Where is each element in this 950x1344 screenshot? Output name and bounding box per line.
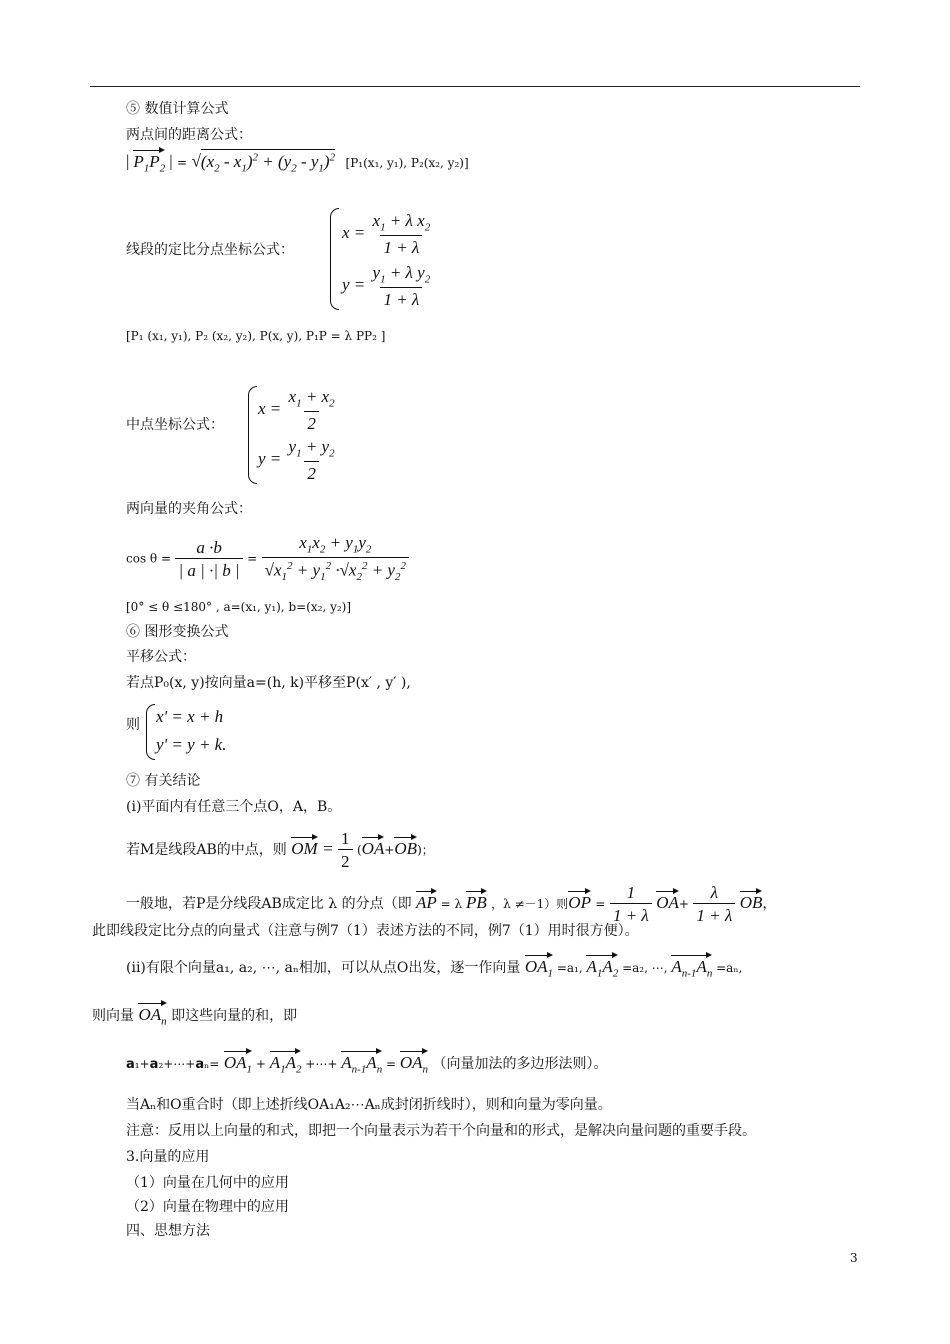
distance-formula-title: 两点间的距离公式： — [126, 127, 252, 143]
midpoint-formula-title: 中点坐标公式： — [126, 417, 224, 433]
section-3-item-2: （2）向量在物理中的应用 — [126, 1199, 289, 1215]
section-3-item-1: （1）向量在几何中的应用 — [126, 1175, 289, 1191]
translation-then: 则 — [126, 717, 140, 733]
conclusion-2-sum-text: 即这些向量的和，即 — [171, 1008, 298, 1024]
conclusion-2: (ii)有限个向量a₁, a₂, ⋯, aₙ相加，可以从点O出发，逐一作向量 $OA_1 =a_1$, $A_1A_2 =a_2$, ⋯, $A_{n-1}A_n =a_n$, — [126, 958, 742, 979]
conclusion-1-general-text: 一般地，若P是分线段AB成定比 λ 的分点（即 — [126, 896, 412, 912]
translation-y: y' = y + k. — [156, 735, 227, 754]
section-5-heading: ⑤ 数值计算公式 — [126, 101, 229, 117]
division-formula-title: 线段的定比分点坐标公式： — [126, 242, 294, 258]
conclusion-2-text: (ii)有限个向量a₁, a₂, ⋯, aₙ相加，可以从点O出发，逐一作向量 — [126, 960, 521, 976]
translation-text: 若点P₀(x, y)按向量a=(h, k)平移至P(x′ , y′ ), — [126, 675, 411, 691]
page-number: 3 — [850, 1251, 858, 1265]
section-3-heading: 3.向量的应用 — [126, 1149, 210, 1165]
polygon-rule: a₁+a₂+⋯+aₙ= $OA_1$ + $A_1A_2$ +⋯+ $A_{n-1}A_n$ = $OA_n$ （向量加法的多边形法则）。 — [126, 1054, 608, 1075]
translation-title: 平移公式： — [126, 649, 196, 665]
midpoint-y-formula: y = $\frac{y_1 + y_2}{2}$ — [258, 437, 335, 484]
midpoint-brace — [248, 386, 257, 484]
conclusion-2-then: 则向量 $OA_n$ 即这些向量的和，即 — [92, 1006, 297, 1027]
angle-range: [0° ≤ θ ≤180° , a=(x₁, y₁), b=(x₂, y₂)] — [126, 600, 352, 614]
conclusion-1-midpoint: 若M是线段AB的中点，则 OM = $\frac{1}{2}$ ( OA+ OB)； — [126, 829, 434, 871]
distance-formula: | $P_1P_2$ | = $√(x_2 - x_1)^2 + (y_2 - y_1)^2$ [P₁(x₁, y₁), P₂(x₂, y₂)] — [126, 152, 469, 174]
distance-points: [P₁(x₁, y₁), P₂(x₂, y₂)] — [345, 155, 469, 170]
division-brace — [330, 208, 339, 310]
division-condition: [P₁ (x₁, y₁), P₂ (x₂, y₂), P(x, y), P₁P = λ PP₂ ] — [126, 329, 386, 343]
division-y-formula: y = $\frac{y_1 + \lambda y_2}{1 + \lambda}$ — [342, 263, 431, 310]
section-7-heading: ⑦ 有关结论 — [126, 773, 201, 789]
section-4-heading: 四、思想方法 — [126, 1223, 210, 1239]
section-6-heading: ⑥ 图形变换公式 — [126, 624, 229, 640]
translation-x: x' = x + h — [156, 707, 224, 726]
midpoint-x-formula: x = $\frac{x_1 + x_2}{2}$ — [258, 387, 335, 434]
polygon-rule-text: （向量加法的多边形法则）。 — [432, 1056, 608, 1072]
angle-cos-label: cos θ = — [126, 551, 172, 566]
conclusion-1: (i)平面内有任意三个点O，A，B。 — [126, 799, 342, 815]
angle-formula-title: 两向量的夹角公式： — [126, 501, 252, 517]
header-rule — [90, 86, 860, 87]
closed-polyline-text: 当Aₙ和O重合时（即上述折线OA₁A₂⋯Aₙ成封闭折线时），则和向量为零向量。 — [126, 1097, 612, 1113]
conclusion-2-then-text: 则向量 — [92, 1008, 134, 1024]
division-x-formula: x = $\frac{x_1 + \lambda x_2}{1 + \lambda}$ — [342, 211, 431, 258]
translation-brace — [146, 704, 155, 760]
conclusion-1-note: 此即线段定比分点的向量式（注意与例7（1）表述方法的不同，例7（1）用时很方便）。 — [92, 923, 639, 939]
conclusion-1-midpoint-text: 若M是线段AB的中点，则 — [126, 842, 287, 858]
conclusion-1-general: 一般地，若P是分线段AB成定比 λ 的分点（即 AP = λ PB ，λ ≠－1）则 OP = $\frac{1}{1 + \lambda}$ OA+ $\frac{\lambda}{1 + \lambda}$ OB， — [126, 883, 777, 925]
angle-formula: cos θ = $\frac{a \cdot b}{| a | \cdot| b |}$ = $\frac{x_1x_2 + y_1y_2}{√x_1^2 + y_1^2 \cdot√x_2^2 + y_2^2}$ — [126, 534, 409, 583]
note-text: 注意：反用以上向量的和式，即把一个向量表示为若干个向量和的形式，是解决向量问题的重要手段。 — [126, 1123, 756, 1139]
